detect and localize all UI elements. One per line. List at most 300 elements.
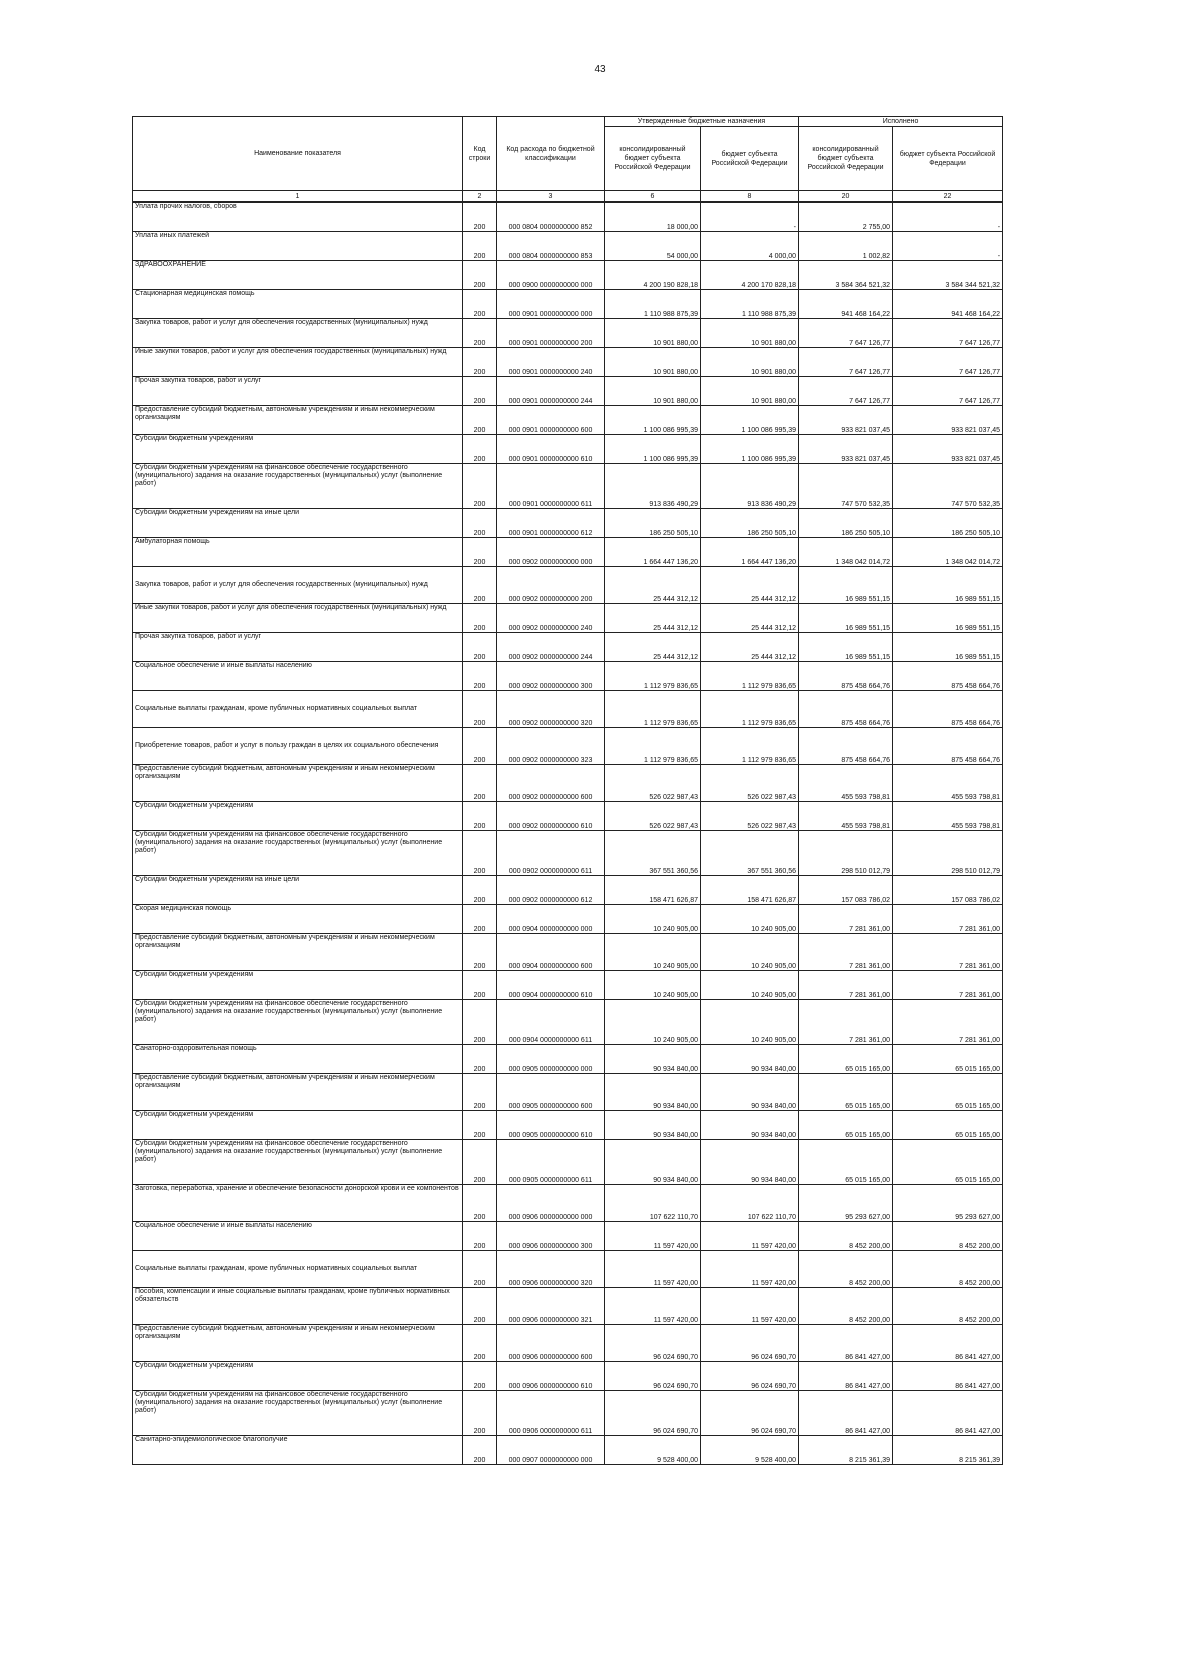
approved-consolidated-cell: 10 901 880,00 [605, 319, 701, 348]
executed-subject-cell: 65 015 165,00 [893, 1140, 1003, 1185]
row-code-cell: 200 [463, 905, 497, 934]
approved-subject-cell: 11 597 420,00 [701, 1251, 799, 1288]
budget-code-cell: 000 0901 0000000000 611 [497, 464, 605, 509]
table-row [133, 802, 1003, 831]
row-code-cell: 200 [463, 934, 497, 971]
executed-subject-cell: 933 821 037,45 [893, 406, 1003, 435]
executed-consolidated-cell: 747 570 532,35 [799, 464, 893, 509]
table-row [133, 464, 1003, 509]
executed-subject-cell: 298 510 012,79 [893, 831, 1003, 876]
approved-consolidated-cell: 526 022 987,43 [605, 802, 701, 831]
approved-subject-cell: 1 100 086 995,39 [701, 435, 799, 464]
indicator-name-cell: Закупка товаров, работ и услуг для обеспечения государственных (муниципальных) нужд [133, 567, 463, 604]
executed-subject-cell: 7 647 126,77 [893, 377, 1003, 406]
page-number: 43 [594, 64, 606, 75]
executed-consolidated-cell: 8 452 200,00 [799, 1288, 893, 1325]
approved-consolidated-cell: 25 444 312,12 [605, 633, 701, 662]
table-row [133, 202, 1003, 232]
indicator-name-cell: Субсидии бюджетным учреждениям на иные цели [133, 509, 463, 538]
executed-subject-cell: 65 015 165,00 [893, 1045, 1003, 1074]
executed-subject-cell: 95 293 627,00 [893, 1185, 1003, 1222]
executed-subject-cell: 8 452 200,00 [893, 1222, 1003, 1251]
table-row [133, 765, 1003, 802]
column-number: 22 [893, 191, 1003, 203]
approved-subject-cell: 11 597 420,00 [701, 1222, 799, 1251]
budget-code-cell: 000 0902 0000000000 000 [497, 538, 605, 567]
approved-subject-cell: 1 100 086 995,39 [701, 406, 799, 435]
executed-subject-cell: 8 452 200,00 [893, 1288, 1003, 1325]
executed-subject-cell: 455 593 798,81 [893, 765, 1003, 802]
table-row [133, 662, 1003, 691]
budget-code-cell: 000 0902 0000000000 323 [497, 728, 605, 765]
table-row [133, 261, 1003, 290]
row-code-cell: 200 [463, 1325, 497, 1362]
indicator-name-cell: Субсидии бюджетным учреждениям на финансовое обеспечение государственного (муниципального) задания на оказание государственных (муниципальных) услуг (выполнение работ) [133, 1391, 463, 1436]
approved-consolidated-cell: 367 551 360,56 [605, 831, 701, 876]
approved-consolidated-cell: 10 901 880,00 [605, 377, 701, 406]
budget-code-cell: 000 0905 0000000000 610 [497, 1111, 605, 1140]
header-approved-consolidated: консолидированный бюджет субъекта Российской Федерации [605, 127, 701, 191]
table-row [133, 831, 1003, 876]
column-number: 6 [605, 191, 701, 203]
row-code-cell: 200 [463, 377, 497, 406]
executed-consolidated-cell: 65 015 165,00 [799, 1074, 893, 1111]
indicator-name-cell: Санитарно-эпидемиологическое благополучие [133, 1436, 463, 1465]
table-row [133, 435, 1003, 464]
approved-consolidated-cell: 90 934 840,00 [605, 1045, 701, 1074]
executed-subject-cell: 455 593 798,81 [893, 802, 1003, 831]
budget-code-cell: 000 0902 0000000000 610 [497, 802, 605, 831]
approved-consolidated-cell: 913 836 490,29 [605, 464, 701, 509]
table-row [133, 1185, 1003, 1222]
budget-code-cell: 000 0902 0000000000 240 [497, 604, 605, 633]
budget-code-cell: 000 0901 0000000000 240 [497, 348, 605, 377]
row-code-cell: 200 [463, 1288, 497, 1325]
approved-consolidated-cell: 107 622 110,70 [605, 1185, 701, 1222]
approved-subject-cell: 25 444 312,12 [701, 567, 799, 604]
executed-consolidated-cell: 7 281 361,00 [799, 934, 893, 971]
budget-code-cell: 000 0904 0000000000 000 [497, 905, 605, 934]
indicator-name-cell: Субсидии бюджетным учреждениям [133, 1362, 463, 1391]
budget-code-cell: 000 0902 0000000000 611 [497, 831, 605, 876]
row-code-cell: 200 [463, 1045, 497, 1074]
table-row [133, 728, 1003, 765]
approved-subject-cell: 10 240 905,00 [701, 905, 799, 934]
executed-subject-cell: 875 458 664,76 [893, 728, 1003, 765]
row-code-cell: 200 [463, 633, 497, 662]
approved-consolidated-cell: 90 934 840,00 [605, 1140, 701, 1185]
table-row [133, 1391, 1003, 1436]
executed-consolidated-cell: 86 841 427,00 [799, 1391, 893, 1436]
executed-consolidated-cell: 298 510 012,79 [799, 831, 893, 876]
executed-subject-cell: 933 821 037,45 [893, 435, 1003, 464]
executed-subject-cell: 16 989 551,15 [893, 604, 1003, 633]
table-row [133, 1111, 1003, 1140]
row-code-cell: 200 [463, 1000, 497, 1045]
column-number: 1 [133, 191, 463, 203]
budget-code-cell: 000 0904 0000000000 600 [497, 934, 605, 971]
budget-code-cell: 000 0906 0000000000 300 [497, 1222, 605, 1251]
table-row [133, 348, 1003, 377]
indicator-name-cell: Предоставление субсидий бюджетным, автономным учреждениям и иным некоммерческим организациям [133, 934, 463, 971]
executed-consolidated-cell: 455 593 798,81 [799, 765, 893, 802]
budget-code-cell: 000 0906 0000000000 320 [497, 1251, 605, 1288]
approved-subject-cell: 90 934 840,00 [701, 1111, 799, 1140]
indicator-name-cell: Скорая медицинская помощь [133, 905, 463, 934]
indicator-name-cell: Субсидии бюджетным учреждениям на финансовое обеспечение государственного (муниципального) задания на оказание государственных (муниципальных) услуг (выполнение работ) [133, 464, 463, 509]
column-number: 2 [463, 191, 497, 203]
approved-consolidated-cell: 1 100 086 995,39 [605, 406, 701, 435]
executed-subject-cell: 1 348 042 014,72 [893, 538, 1003, 567]
approved-consolidated-cell: 4 200 190 828,18 [605, 261, 701, 290]
row-code-cell: 200 [463, 1251, 497, 1288]
executed-consolidated-cell: 875 458 664,76 [799, 691, 893, 728]
row-code-cell: 200 [463, 1140, 497, 1185]
row-code-cell: 200 [463, 232, 497, 261]
executed-subject-cell: 86 841 427,00 [893, 1362, 1003, 1391]
executed-consolidated-cell: 7 281 361,00 [799, 971, 893, 1000]
budget-code-cell: 000 0906 0000000000 610 [497, 1362, 605, 1391]
approved-subject-cell: 526 022 987,43 [701, 765, 799, 802]
executed-consolidated-cell: 65 015 165,00 [799, 1140, 893, 1185]
approved-subject-cell: 526 022 987,43 [701, 802, 799, 831]
row-code-cell: 200 [463, 691, 497, 728]
executed-subject-cell: - [893, 202, 1003, 232]
budget-code-cell: 000 0907 0000000000 000 [497, 1436, 605, 1465]
row-code-cell: 200 [463, 1436, 497, 1465]
table-row [133, 232, 1003, 261]
approved-subject-cell: 1 112 979 836,65 [701, 691, 799, 728]
executed-consolidated-cell: 16 989 551,15 [799, 604, 893, 633]
budget-code-cell: 000 0901 0000000000 000 [497, 290, 605, 319]
budget-code-cell: 000 0901 0000000000 612 [497, 509, 605, 538]
budget-code-cell: 000 0900 0000000000 000 [497, 261, 605, 290]
indicator-name-cell: Социальные выплаты гражданам, кроме публичных нормативных социальных выплат [133, 1251, 463, 1288]
indicator-name-cell: Субсидии бюджетным учреждениям [133, 435, 463, 464]
indicator-name-cell: Стационарная медицинская помощь [133, 290, 463, 319]
indicator-name-cell: Социальное обеспечение и иные выплаты населению [133, 662, 463, 691]
row-code-cell: 200 [463, 802, 497, 831]
executed-consolidated-cell: 875 458 664,76 [799, 662, 893, 691]
approved-subject-cell: 1 110 988 875,39 [701, 290, 799, 319]
indicator-name-cell: Субсидии бюджетным учреждениям [133, 802, 463, 831]
indicator-name-cell: Предоставление субсидий бюджетным, автономным учреждениям и иным некоммерческим организациям [133, 406, 463, 435]
approved-subject-cell: 10 901 880,00 [701, 377, 799, 406]
indicator-name-cell: Субсидии бюджетным учреждениям на иные цели [133, 876, 463, 905]
row-code-cell: 200 [463, 1111, 497, 1140]
indicator-name-cell: Субсидии бюджетным учреждениям на финансовое обеспечение государственного (муниципального) задания на оказание государственных (муниципальных) услуг (выполнение работ) [133, 1000, 463, 1045]
indicator-name-cell: Прочая закупка товаров, работ и услуг [133, 377, 463, 406]
approved-subject-cell: 96 024 690,70 [701, 1391, 799, 1436]
approved-consolidated-cell: 1 112 979 836,65 [605, 662, 701, 691]
approved-subject-cell: 4 000,00 [701, 232, 799, 261]
approved-subject-cell: 90 934 840,00 [701, 1045, 799, 1074]
header-row-code: Код строки [463, 117, 497, 191]
table-row [133, 1140, 1003, 1185]
approved-consolidated-cell: 10 240 905,00 [605, 934, 701, 971]
row-code-cell: 200 [463, 971, 497, 1000]
table-row [133, 1251, 1003, 1288]
approved-consolidated-cell: 158 471 626,87 [605, 876, 701, 905]
indicator-name-cell: Предоставление субсидий бюджетным, автономным учреждениям и иным некоммерческим организациям [133, 765, 463, 802]
approved-subject-cell: 367 551 360,56 [701, 831, 799, 876]
budget-code-cell: 000 0902 0000000000 320 [497, 691, 605, 728]
indicator-name-cell: Иные закупки товаров, работ и услуг для обеспечения государственных (муниципальных) нужд [133, 348, 463, 377]
header-indicator-name: Наименование показателя [133, 117, 463, 191]
executed-subject-cell: 65 015 165,00 [893, 1111, 1003, 1140]
budget-code-cell: 000 0902 0000000000 600 [497, 765, 605, 802]
executed-consolidated-cell: 3 584 364 521,32 [799, 261, 893, 290]
row-code-cell: 200 [463, 348, 497, 377]
approved-consolidated-cell: 11 597 420,00 [605, 1222, 701, 1251]
indicator-name-cell: Иные закупки товаров, работ и услуг для обеспечения государственных (муниципальных) нужд [133, 604, 463, 633]
budget-code-cell: 000 0902 0000000000 244 [497, 633, 605, 662]
indicator-name-cell: Закупка товаров, работ и услуг для обеспечения государственных (муниципальных) нужд [133, 319, 463, 348]
approved-subject-cell: 10 901 880,00 [701, 319, 799, 348]
executed-consolidated-cell: 455 593 798,81 [799, 802, 893, 831]
indicator-name-cell: ЗДРАВООХРАНЕНИЕ [133, 261, 463, 290]
executed-consolidated-cell: 95 293 627,00 [799, 1185, 893, 1222]
column-number: 8 [701, 191, 799, 203]
table-row [133, 319, 1003, 348]
header-approved-group: Утвержденные бюджетные назначения [605, 117, 799, 127]
approved-consolidated-cell: 1 664 447 136,20 [605, 538, 701, 567]
header-executed-group: Исполнено [799, 117, 1003, 127]
approved-subject-cell: 25 444 312,12 [701, 604, 799, 633]
executed-subject-cell: 7 281 361,00 [893, 905, 1003, 934]
table-row [133, 1045, 1003, 1074]
approved-consolidated-cell: 1 112 979 836,65 [605, 728, 701, 765]
row-code-cell: 200 [463, 1185, 497, 1222]
indicator-name-cell: Амбулаторная помощь [133, 538, 463, 567]
approved-consolidated-cell: 90 934 840,00 [605, 1074, 701, 1111]
budget-code-cell: 000 0901 0000000000 200 [497, 319, 605, 348]
approved-consolidated-cell: 10 240 905,00 [605, 971, 701, 1000]
indicator-name-cell: Субсидии бюджетным учреждениям [133, 1111, 463, 1140]
executed-subject-cell: 16 989 551,15 [893, 567, 1003, 604]
indicator-name-cell: Заготовка, переработка, хранение и обеспечение безопасности донорской крови и ее компонентов [133, 1185, 463, 1222]
approved-subject-cell: 4 200 170 828,18 [701, 261, 799, 290]
approved-subject-cell: - [701, 202, 799, 232]
header-approved-subject: бюджет субъекта Российской Федерации [701, 127, 799, 191]
table-row [133, 971, 1003, 1000]
executed-subject-cell: 186 250 505,10 [893, 509, 1003, 538]
executed-consolidated-cell: 933 821 037,45 [799, 435, 893, 464]
table-row [133, 1000, 1003, 1045]
approved-subject-cell: 90 934 840,00 [701, 1074, 799, 1111]
indicator-name-cell: Приобретение товаров, работ и услуг в пользу граждан в целях их социального обеспечения [133, 728, 463, 765]
approved-subject-cell: 158 471 626,87 [701, 876, 799, 905]
row-code-cell: 200 [463, 604, 497, 633]
executed-subject-cell: 7 281 361,00 [893, 934, 1003, 971]
approved-consolidated-cell: 18 000,00 [605, 202, 701, 232]
executed-subject-cell: 8 215 361,39 [893, 1436, 1003, 1465]
table-row [133, 1362, 1003, 1391]
budget-code-cell: 000 0901 0000000000 610 [497, 435, 605, 464]
executed-consolidated-cell: 8 452 200,00 [799, 1222, 893, 1251]
budget-execution-table [132, 116, 1003, 1465]
table-row [133, 633, 1003, 662]
approved-consolidated-cell: 1 100 086 995,39 [605, 435, 701, 464]
executed-subject-cell: 875 458 664,76 [893, 662, 1003, 691]
column-number: 20 [799, 191, 893, 203]
approved-subject-cell: 11 597 420,00 [701, 1288, 799, 1325]
table-row [133, 377, 1003, 406]
table-row [133, 1436, 1003, 1465]
executed-consolidated-cell: 1 002,82 [799, 232, 893, 261]
table-row [133, 691, 1003, 728]
column-number: 3 [497, 191, 605, 203]
approved-consolidated-cell: 90 934 840,00 [605, 1111, 701, 1140]
approved-subject-cell: 1 112 979 836,65 [701, 662, 799, 691]
approved-subject-cell: 10 240 905,00 [701, 971, 799, 1000]
budget-code-cell: 000 0901 0000000000 244 [497, 377, 605, 406]
executed-consolidated-cell: 186 250 505,10 [799, 509, 893, 538]
budget-code-cell: 000 0902 0000000000 300 [497, 662, 605, 691]
header-budget-code: Код расхода по бюджетной классификации [497, 117, 605, 191]
executed-consolidated-cell: 86 841 427,00 [799, 1325, 893, 1362]
executed-consolidated-cell: 875 458 664,76 [799, 728, 893, 765]
row-code-cell: 200 [463, 1074, 497, 1111]
budget-code-cell: 000 0804 0000000000 852 [497, 202, 605, 232]
executed-subject-cell: 8 452 200,00 [893, 1251, 1003, 1288]
row-code-cell: 200 [463, 831, 497, 876]
approved-consolidated-cell: 10 240 905,00 [605, 1000, 701, 1045]
approved-subject-cell: 96 024 690,70 [701, 1325, 799, 1362]
approved-consolidated-cell: 96 024 690,70 [605, 1391, 701, 1436]
executed-consolidated-cell: 1 348 042 014,72 [799, 538, 893, 567]
executed-subject-cell: 941 468 164,22 [893, 290, 1003, 319]
table-row [133, 604, 1003, 633]
approved-subject-cell: 10 240 905,00 [701, 1000, 799, 1045]
row-code-cell: 200 [463, 1391, 497, 1436]
table-row [133, 1325, 1003, 1362]
row-code-cell: 200 [463, 1222, 497, 1251]
row-code-cell: 200 [463, 464, 497, 509]
indicator-name-cell: Субсидии бюджетным учреждениям на финансовое обеспечение государственного (муниципального) задания на оказание государственных (муниципальных) услуг (выполнение работ) [133, 1140, 463, 1185]
executed-consolidated-cell: 7 281 361,00 [799, 1000, 893, 1045]
indicator-name-cell: Социальное обеспечение и иные выплаты населению [133, 1222, 463, 1251]
executed-subject-cell: 86 841 427,00 [893, 1391, 1003, 1436]
row-code-cell: 200 [463, 406, 497, 435]
executed-consolidated-cell: 16 989 551,15 [799, 567, 893, 604]
table-row [133, 406, 1003, 435]
indicator-name-cell: Уплата иных платежей [133, 232, 463, 261]
executed-consolidated-cell: 8 215 361,39 [799, 1436, 893, 1465]
budget-code-cell: 000 0906 0000000000 611 [497, 1391, 605, 1436]
table-row [133, 876, 1003, 905]
approved-consolidated-cell: 96 024 690,70 [605, 1362, 701, 1391]
approved-consolidated-cell: 11 597 420,00 [605, 1288, 701, 1325]
budget-code-cell: 000 0902 0000000000 612 [497, 876, 605, 905]
indicator-name-cell: Прочая закупка товаров, работ и услуг [133, 633, 463, 662]
executed-consolidated-cell: 2 755,00 [799, 202, 893, 232]
table-row [133, 567, 1003, 604]
executed-consolidated-cell: 933 821 037,45 [799, 406, 893, 435]
table-row [133, 290, 1003, 319]
row-code-cell: 200 [463, 509, 497, 538]
executed-subject-cell: 157 083 786,02 [893, 876, 1003, 905]
approved-subject-cell: 107 622 110,70 [701, 1185, 799, 1222]
approved-consolidated-cell: 10 901 880,00 [605, 348, 701, 377]
executed-subject-cell: 875 458 664,76 [893, 691, 1003, 728]
approved-subject-cell: 9 528 400,00 [701, 1436, 799, 1465]
table-row [133, 934, 1003, 971]
budget-code-cell: 000 0901 0000000000 600 [497, 406, 605, 435]
table-row [133, 538, 1003, 567]
approved-subject-cell: 186 250 505,10 [701, 509, 799, 538]
executed-consolidated-cell: 7 281 361,00 [799, 905, 893, 934]
budget-code-cell: 000 0905 0000000000 600 [497, 1074, 605, 1111]
table-row [133, 1288, 1003, 1325]
executed-consolidated-cell: 7 647 126,77 [799, 377, 893, 406]
indicator-name-cell: Социальные выплаты гражданам, кроме публичных нормативных социальных выплат [133, 691, 463, 728]
indicator-name-cell: Субсидии бюджетным учреждениям [133, 971, 463, 1000]
indicator-name-cell: Субсидии бюджетным учреждениям на финансовое обеспечение государственного (муниципального) задания на оказание государственных (муниципальных) услуг (выполнение работ) [133, 831, 463, 876]
approved-subject-cell: 1 664 447 136,20 [701, 538, 799, 567]
executed-consolidated-cell: 65 015 165,00 [799, 1111, 893, 1140]
approved-consolidated-cell: 25 444 312,12 [605, 604, 701, 633]
approved-consolidated-cell: 9 528 400,00 [605, 1436, 701, 1465]
executed-consolidated-cell: 16 989 551,15 [799, 633, 893, 662]
approved-subject-cell: 10 240 905,00 [701, 934, 799, 971]
row-code-cell: 200 [463, 202, 497, 232]
header-executed-subject: бюджет субъекта Российской Федерации [893, 127, 1003, 191]
row-code-cell: 200 [463, 261, 497, 290]
approved-subject-cell: 1 112 979 836,65 [701, 728, 799, 765]
table-body [133, 202, 1003, 1465]
executed-subject-cell: 86 841 427,00 [893, 1325, 1003, 1362]
indicator-name-cell: Санаторно-оздоровительная помощь [133, 1045, 463, 1074]
executed-subject-cell: 65 015 165,00 [893, 1074, 1003, 1111]
executed-subject-cell: 3 584 344 521,32 [893, 261, 1003, 290]
executed-consolidated-cell: 86 841 427,00 [799, 1362, 893, 1391]
executed-subject-cell: 7 281 361,00 [893, 1000, 1003, 1045]
executed-consolidated-cell: 157 083 786,02 [799, 876, 893, 905]
executed-subject-cell: 7 281 361,00 [893, 971, 1003, 1000]
budget-code-cell: 000 0804 0000000000 853 [497, 232, 605, 261]
executed-subject-cell: 747 570 532,35 [893, 464, 1003, 509]
row-code-cell: 200 [463, 728, 497, 765]
indicator-name-cell: Пособия, компенсации и иные социальные выплаты гражданам, кроме публичных нормативных обязательств [133, 1288, 463, 1325]
executed-subject-cell: - [893, 232, 1003, 261]
approved-consolidated-cell: 186 250 505,10 [605, 509, 701, 538]
executed-consolidated-cell: 7 647 126,77 [799, 348, 893, 377]
executed-subject-cell: 7 647 126,77 [893, 348, 1003, 377]
approved-consolidated-cell: 526 022 987,43 [605, 765, 701, 802]
approved-consolidated-cell: 10 240 905,00 [605, 905, 701, 934]
budget-code-cell: 000 0906 0000000000 600 [497, 1325, 605, 1362]
executed-subject-cell: 7 647 126,77 [893, 319, 1003, 348]
budget-code-cell: 000 0906 0000000000 321 [497, 1288, 605, 1325]
approved-subject-cell: 96 024 690,70 [701, 1362, 799, 1391]
indicator-name-cell: Предоставление субсидий бюджетным, автономным учреждениям и иным некоммерческим организациям [133, 1325, 463, 1362]
row-code-cell: 200 [463, 876, 497, 905]
budget-code-cell: 000 0905 0000000000 000 [497, 1045, 605, 1074]
row-code-cell: 200 [463, 662, 497, 691]
row-code-cell: 200 [463, 1362, 497, 1391]
budget-code-cell: 000 0905 0000000000 611 [497, 1140, 605, 1185]
executed-consolidated-cell: 7 647 126,77 [799, 319, 893, 348]
table-row [133, 1074, 1003, 1111]
row-code-cell: 200 [463, 765, 497, 802]
approved-subject-cell: 90 934 840,00 [701, 1140, 799, 1185]
approved-consolidated-cell: 11 597 420,00 [605, 1251, 701, 1288]
budget-code-cell: 000 0904 0000000000 610 [497, 971, 605, 1000]
indicator-name-cell: Предоставление субсидий бюджетным, автономным учреждениям и иным некоммерческим организациям [133, 1074, 463, 1111]
row-code-cell: 200 [463, 435, 497, 464]
executed-subject-cell: 16 989 551,15 [893, 633, 1003, 662]
